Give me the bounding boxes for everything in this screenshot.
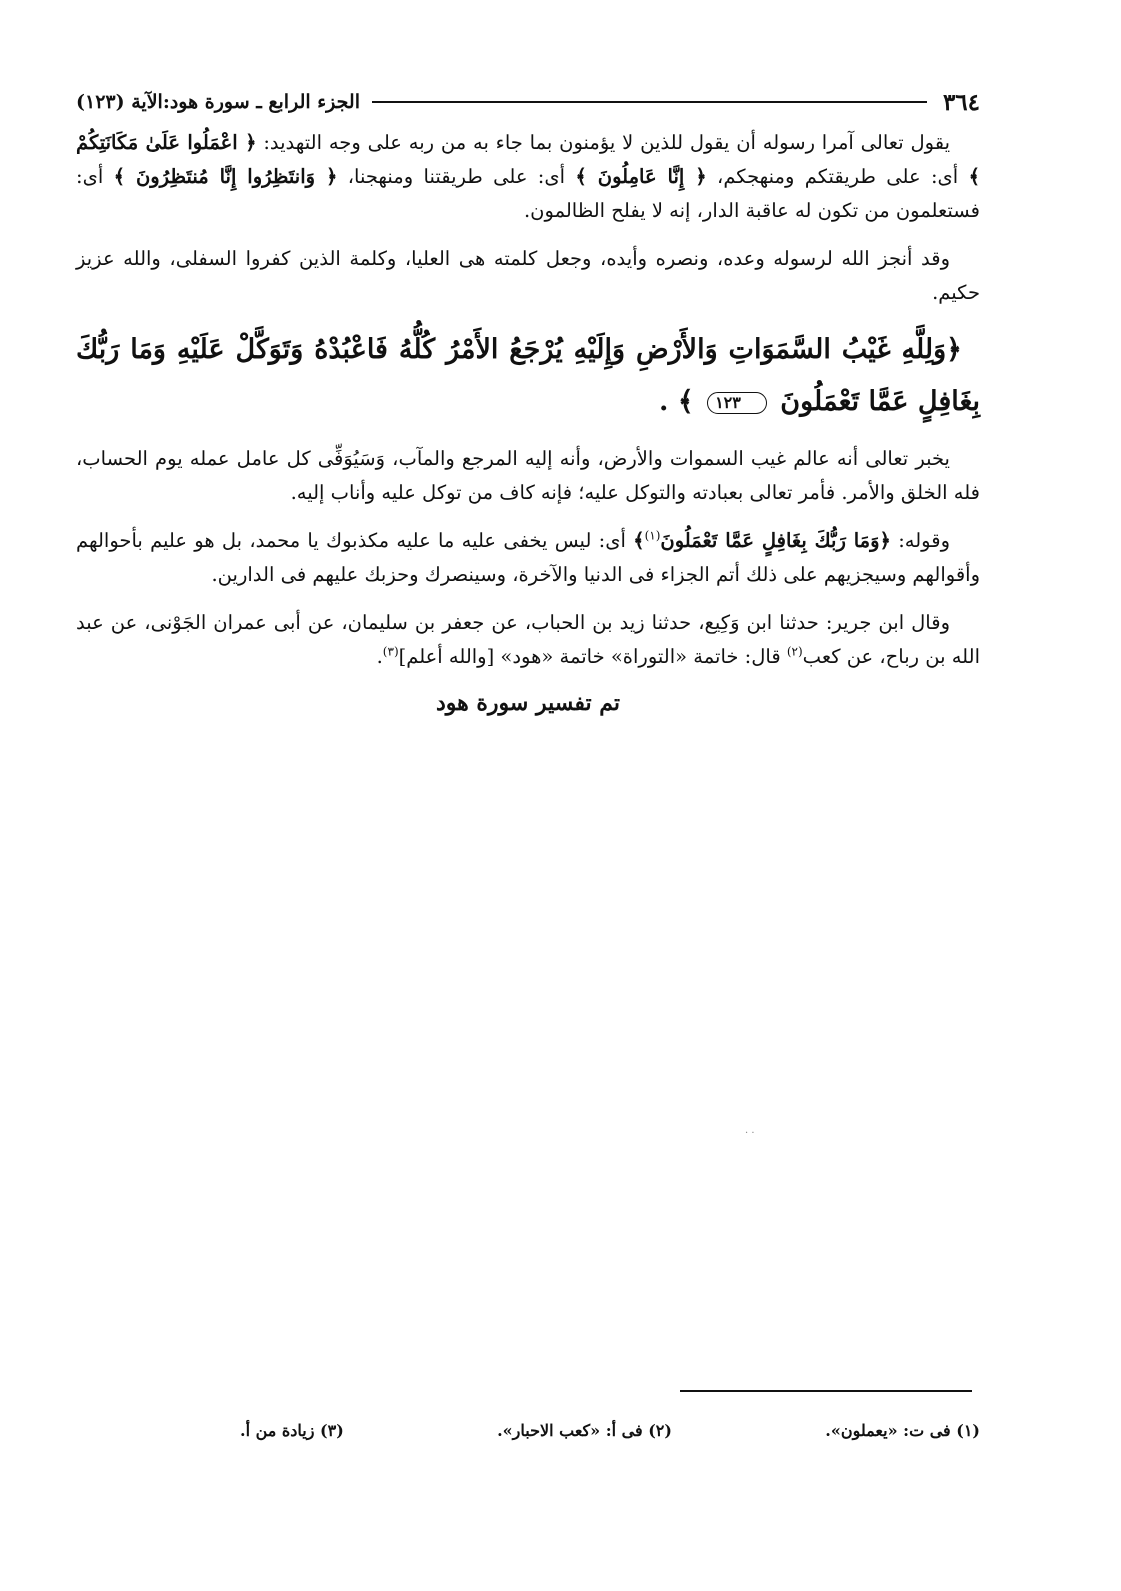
paragraph-text: قال: خاتمة «التوراة» خاتمة «هود» [والله أعلم] <box>398 645 787 668</box>
paragraph-2: وقد أنجز الله لرسوله وعده، ونصره وأيده، وجعل كلمته هى العليا، وكلمة الذين كفروا السفلى، والله عزيز حكيم. <box>76 247 980 304</box>
footnote-ref: (٣) <box>382 644 399 659</box>
paragraph-text: أى: على طريقتكم ومنهجكم، <box>706 165 969 188</box>
footnote-ref: (٢) <box>786 644 803 659</box>
paragraph-text: أى: فستعلمون من تكون له عاقبة الدار، إنه لا يفلح الظالمون. <box>76 165 980 222</box>
running-header <box>76 84 980 120</box>
closing-line: تم تفسير سورة هود <box>435 690 621 716</box>
paragraph-text: وقوله: <box>890 529 950 552</box>
paragraph-text: وقال ابن جرير: حدثنا ابن وَكِيع، حدثنا زيد بن الحباب، عن جعفر بن سليمان، عن أبى عمران الجَوْنى، عن عبد الله بن رباح، عن كعب <box>76 611 980 668</box>
quran-quote: ﴿ اعْمَلُوا عَلَىٰ مَكَانَتِكُمْ ﴾ <box>76 131 980 188</box>
paragraph-4 <box>76 524 980 592</box>
footnote-3: (٣) زيادة من أ. <box>240 1420 344 1440</box>
quran-quote-close: ﴾ <box>633 529 645 552</box>
quran-quote: ﴿ وَانتَظِرُوا إِنَّا مُنتَظِرُونَ ﴾ <box>113 165 338 188</box>
quran-quote: ﴿وَمَا رَبُّكَ بِغَافِلٍ عَمَّا تَعْمَلُونَ <box>660 529 891 552</box>
running-title: الجزء الرابع ـ سورة هود:الآية (١٢٣) <box>76 91 360 113</box>
ayah-number-badge: ١٢٣ <box>707 392 767 414</box>
main-text <box>76 126 980 716</box>
paragraph-text: أى: ليس يخفى عليه ما عليه مكذبوك يا محمد، بل هو عليم بأحوالهم وأقوالهم وسيجزيهم على ذلك أتم الجزاء فى الدنيا والآخرة، وسينصرك وحزبك عليهم فى الدارين. <box>76 529 980 586</box>
header-rule <box>372 101 927 103</box>
quran-quote: ﴿ إِنَّا عَامِلُونَ ﴾ <box>575 165 707 188</box>
page-number: ٣٦٤ <box>942 88 980 116</box>
footnote-1: (١) فى ت: «يعملون». <box>825 1420 980 1440</box>
quran-verse <box>76 324 980 428</box>
paragraph-3: يخبر تعالى أنه عالم غيب السموات والأرض، وأنه إليه المرجع والمآب، وَسَيُوَفِّى كل عامل عمله يوم الحساب، فله الخلق والأمر. فأمر تعالى بعبادته والتوكل عليه؛ فإنه كاف من توكل عليه وأناب إليه. <box>76 447 980 504</box>
paragraph-text: . <box>376 645 383 668</box>
footnote-ref: (١) <box>644 528 661 543</box>
footnotes <box>240 1416 980 1444</box>
paragraph-1 <box>76 126 980 228</box>
footnote-2: (٢) فى أ: «كعب الاحبار». <box>497 1420 672 1440</box>
verse-close: ﴾ . <box>659 386 694 417</box>
verse-text: ﴿وَلِلَّهِ غَيْبُ السَّمَوَاتِ وَالأَرْضِ وَإِلَيْهِ يُرْجَعُ الأَمْرُ كُلُّهُ فَاعْبُدْهُ وَتَوَكَّلْ عَلَيْهِ وَمَا رَبُّكَ بِغَافِلٍ عَمَّا تَعْمَلُونَ <box>76 334 980 417</box>
paragraph-text: أى: على طريقتنا ومنهجنا، <box>337 165 576 188</box>
print-speck: · · <box>745 1128 755 1139</box>
paragraph-5 <box>76 606 980 674</box>
footnote-rule <box>680 1390 972 1392</box>
paragraph-text: يقول تعالى آمرا رسوله أن يقول للذين لا يؤمنون بما جاء به من ربه على وجه التهديد: <box>256 131 950 154</box>
